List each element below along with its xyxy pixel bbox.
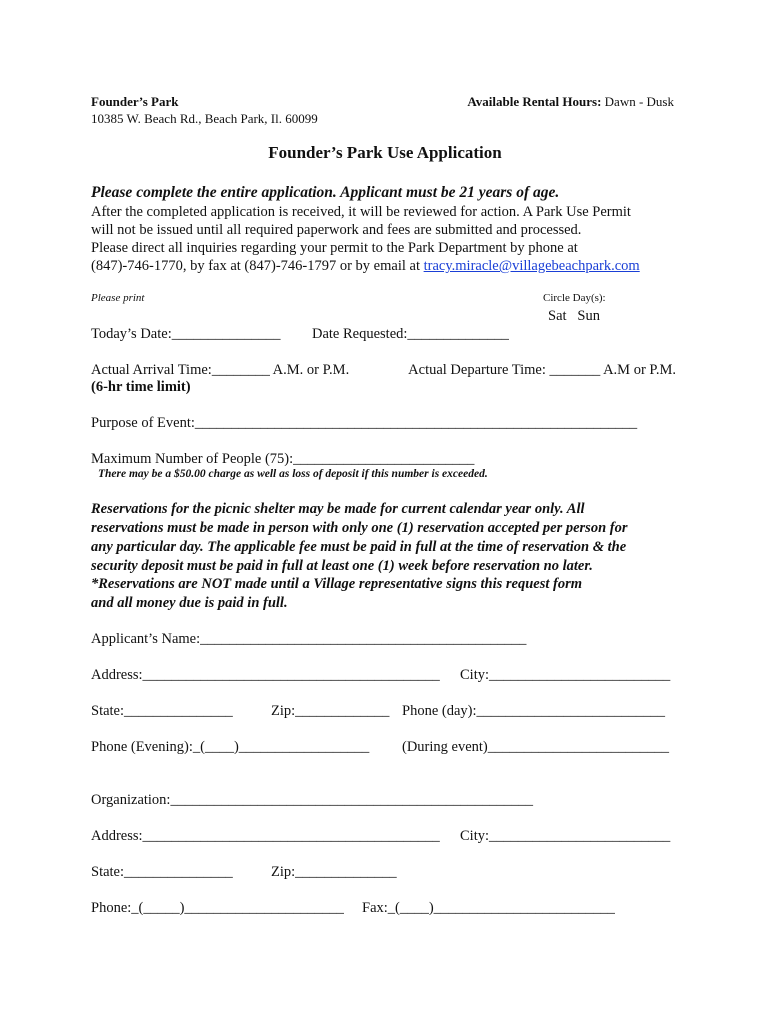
day-option-sun[interactable]: Sun	[577, 308, 600, 324]
applicant-city-field[interactable]: City:_________________________	[460, 667, 671, 683]
organization-zip-field[interactable]: Zip:______________	[271, 864, 397, 880]
rental-hours-label: Available Rental Hours:	[467, 94, 602, 109]
reservations-line-2: reservations must be made in person with only one (1) reservation accepted per person for	[91, 520, 628, 536]
time-limit-note: (6-hr time limit)	[91, 379, 191, 395]
email-link[interactable]: tracy.miracle@villagebeachpark.com	[423, 258, 640, 274]
applicant-phone-evening-field[interactable]: Phone (Evening):_(____)__________________	[91, 739, 370, 755]
park-address: 10385 W. Beach Rd., Beach Park, Il. 60099	[91, 111, 318, 126]
organization-phone-field[interactable]: Phone:_(_____)______________________	[91, 900, 344, 916]
organization-state-field[interactable]: State:_______________	[91, 864, 233, 880]
reservations-line-6: and all money due is paid in full.	[91, 595, 288, 611]
organization-city-field[interactable]: City:_________________________	[460, 828, 671, 844]
page-title: Founder’s Park Use Application	[268, 143, 502, 162]
applicant-zip-field[interactable]: Zip:_____________	[271, 703, 390, 719]
intro-line-3: Please direct all inquiries regarding your permit to the Park Department by phone at	[91, 240, 578, 256]
arrival-time-field[interactable]: Actual Arrival Time:________ A.M. or P.M.	[91, 362, 350, 378]
rental-hours	[467, 94, 674, 110]
max-people-warning: There may be a $50.00 charge as well as loss of deposit if this number is exceeded.	[98, 468, 488, 480]
todays-date-field[interactable]: Today’s Date:_______________	[91, 326, 281, 342]
circle-days-label: Circle Day(s):	[543, 292, 606, 304]
max-people-field[interactable]: Maximum Number of People (75):_________________________	[91, 451, 475, 467]
day-options	[548, 307, 600, 326]
applicant-address-field[interactable]: Address:_________________________________________	[91, 667, 440, 683]
park-name: Founder’s Park	[91, 94, 179, 109]
departure-time-field[interactable]: Actual Departure Time: _______ A.M or P.M.	[408, 362, 676, 378]
intro-line-4	[91, 257, 640, 276]
organization-address-field[interactable]: Address:_________________________________________	[91, 828, 440, 844]
please-print-note: Please print	[91, 292, 145, 304]
reservations-line-1: Reservations for the picnic shelter may be made for current calendar year only. All	[91, 501, 585, 517]
intro-heading: Please complete the entire application. Applicant must be 21 years of age.	[91, 184, 560, 201]
purpose-field[interactable]: Purpose of Event:_____________________________________________________________	[91, 415, 638, 431]
organization-fax-field[interactable]: Fax:_(____)_________________________	[362, 900, 615, 916]
intro-contact-text: (847)-746-1770, by fax at (847)-746-1797 or by email at	[91, 258, 424, 274]
rental-hours-value: Dawn - Dusk	[604, 94, 674, 109]
date-requested-field[interactable]: Date Requested:______________	[312, 326, 509, 342]
applicant-name-field[interactable]: Applicant’s Name:_____________________________________________	[91, 631, 527, 647]
applicant-state-field[interactable]: State:_______________	[91, 703, 233, 719]
reservations-line-5: *Reservations are NOT made until a Village representative signs this request form	[91, 576, 583, 592]
intro-line-1: After the completed application is received, it will be reviewed for action. A Park Use Permit	[91, 204, 631, 220]
reservations-line-3: any particular day. The applicable fee must be paid in full at the time of reservation & the	[91, 539, 627, 555]
reservations-line-4: security deposit must be paid in full at least one (1) week before reservation no later.	[91, 558, 593, 574]
applicant-phone-day-field[interactable]: Phone (day):__________________________	[402, 703, 665, 719]
day-option-sat[interactable]: Sat	[548, 308, 567, 324]
intro-line-2: will not be issued until all required paperwork and fees are submitted and processed.	[91, 222, 582, 238]
organization-name-field[interactable]: Organization:__________________________________________________	[91, 792, 533, 808]
applicant-phone-during-event-field[interactable]: (During event)_________________________	[402, 739, 670, 755]
